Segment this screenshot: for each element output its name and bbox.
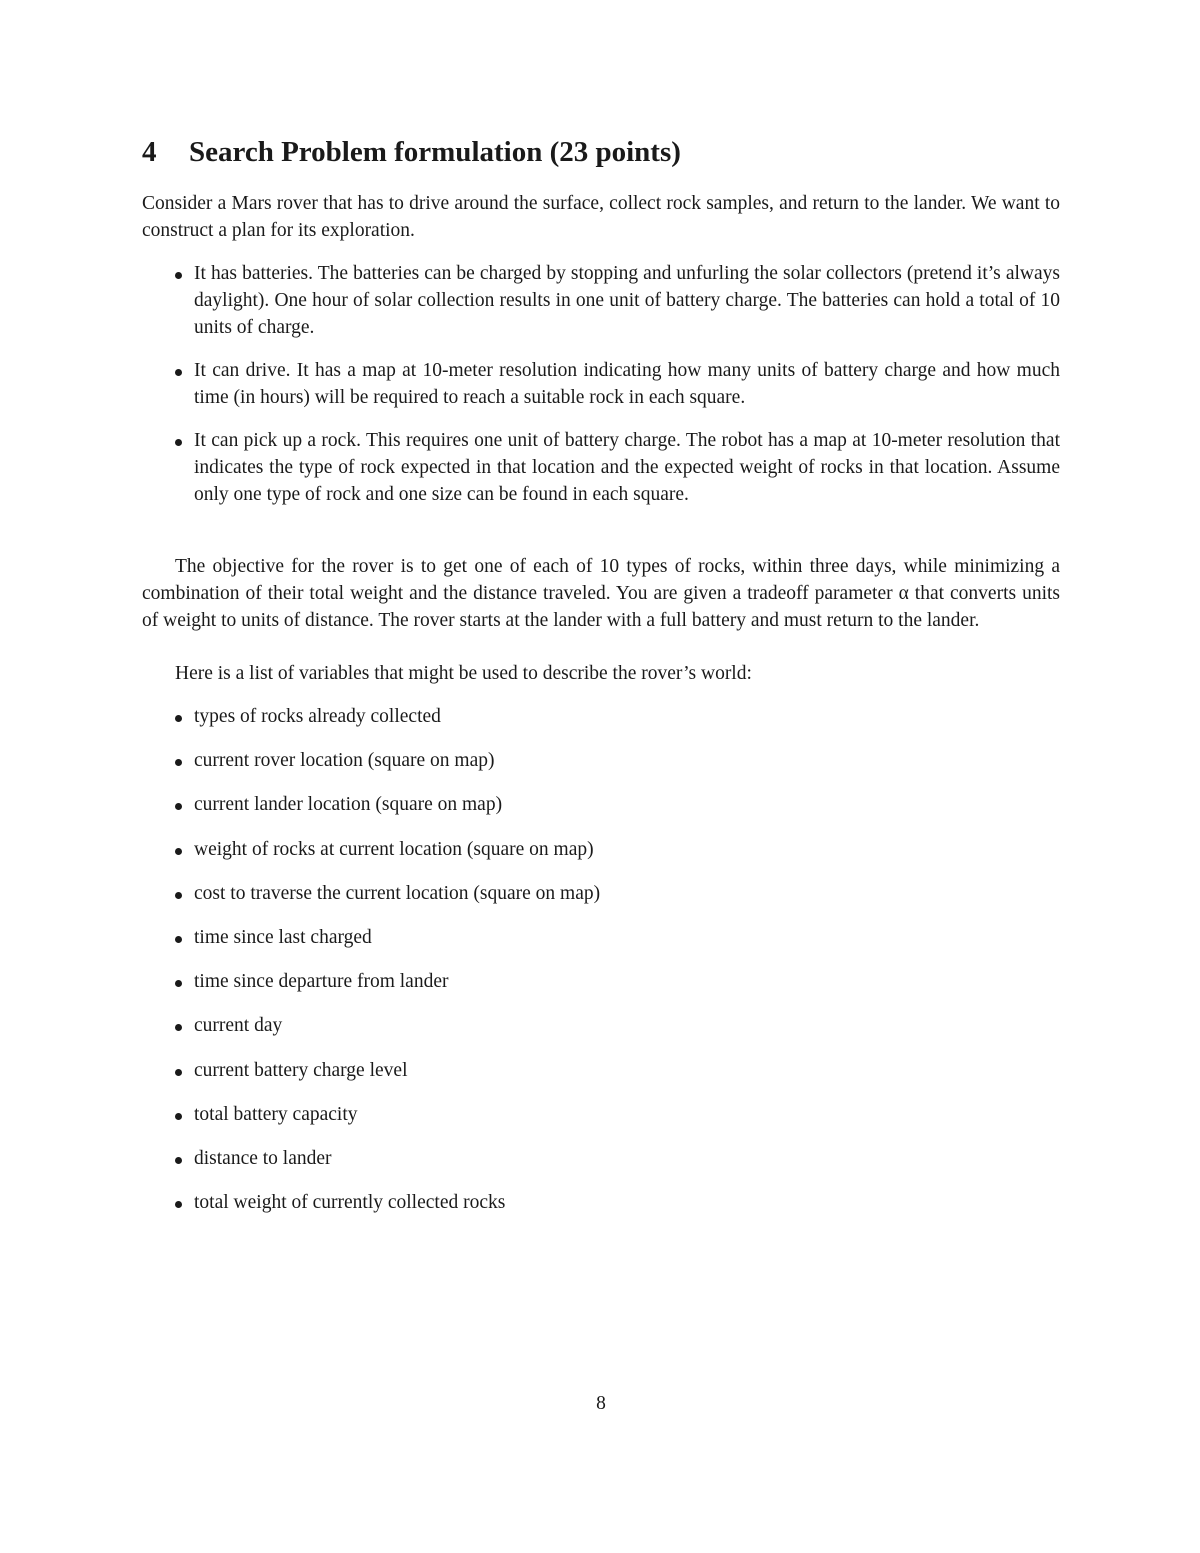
list-item xyxy=(142,1145,1060,1172)
bullet-icon xyxy=(175,1024,182,1031)
list-item xyxy=(142,1057,1060,1084)
section-heading xyxy=(142,136,681,169)
bullet-icon xyxy=(175,803,182,810)
bullet-icon xyxy=(175,759,182,766)
bullet-icon xyxy=(175,1113,182,1120)
list-item-text: cost to traverse the current location (square on map) xyxy=(194,882,601,904)
list-item xyxy=(142,703,1060,730)
list-item xyxy=(142,260,1060,341)
list-item xyxy=(142,968,1060,995)
list-item-text: time since departure from lander xyxy=(194,971,449,993)
list-item xyxy=(142,924,1060,951)
list-item xyxy=(142,1101,1060,1128)
list-item-text: total battery capacity xyxy=(194,1103,358,1125)
list-item xyxy=(142,357,1060,411)
list-item-text: It has batteries. The batteries can be charged by stopping and unfurling the solar collectors (pretend it’s always daylight). One hour of solar collection results in one unit of battery charge. The batteries can hold a total of 10 units of charge. xyxy=(194,263,1060,338)
bullet-icon xyxy=(175,715,182,722)
page-number: 8 xyxy=(596,1393,606,1414)
variables-intro: Here is a list of variables that might be used to describe the rover’s world: xyxy=(175,663,752,684)
objective-paragraph: The objective for the rover is to get one of each of 10 types of rocks, within three days, while minimizing a combination of their total weight and the distance traveled. You are given a tradeoff parameter α that converts units of weight to units of distance. The rover starts at the lander with a full battery and must return to the lander. xyxy=(142,556,1060,631)
list-item-text: weight of rocks at current location (square on map) xyxy=(194,838,594,860)
bullet-icon xyxy=(175,848,182,855)
bullet-icon xyxy=(175,980,182,987)
capabilities-list xyxy=(142,260,1060,524)
variables-list xyxy=(142,703,1060,1233)
list-item xyxy=(142,836,1060,863)
list-item xyxy=(142,747,1060,774)
list-item xyxy=(142,427,1060,508)
bullet-icon xyxy=(175,1069,182,1076)
list-item-text: total weight of currently collected rocks xyxy=(194,1192,506,1214)
list-item-text: current lander location (square on map) xyxy=(194,794,503,816)
list-item xyxy=(142,1012,1060,1039)
bullet-icon xyxy=(175,1157,182,1164)
list-item-text: It can drive. It has a map at 10-meter resolution indicating how many units of battery charge and how much time (in hours) will be required to reach a suitable rock in each square. xyxy=(194,360,1060,408)
bullet-icon xyxy=(175,439,182,446)
list-item-text: It can pick up a rock. This requires one unit of battery charge. The robot has a map at 10-meter resolution that indicates the type of rock expected in that location and the expected weight of rocks in that location. Assume only one type of rock and one size can be found in each square. xyxy=(194,430,1060,505)
list-item-text: current rover location (square on map) xyxy=(194,750,495,772)
intro-paragraph: Consider a Mars rover that has to drive around the surface, collect rock samples, and return to the lander. We want to construct a plan for its exploration. xyxy=(142,193,1060,241)
bullet-icon xyxy=(175,272,182,279)
list-item-text: time since last charged xyxy=(194,926,372,948)
list-item-text: types of rocks already collected xyxy=(194,706,441,727)
list-item-text: current day xyxy=(194,1015,283,1037)
list-item xyxy=(142,791,1060,818)
bullet-icon xyxy=(175,892,182,899)
bullet-icon xyxy=(175,369,182,376)
section-number: 4 xyxy=(142,136,157,168)
section-title: Search Problem formulation (23 points) xyxy=(189,136,681,168)
bullet-icon xyxy=(175,936,182,943)
list-item-text: current battery charge level xyxy=(194,1059,408,1081)
list-item-text: distance to lander xyxy=(194,1147,332,1169)
bullet-icon xyxy=(175,1201,182,1208)
list-item xyxy=(142,880,1060,907)
list-item xyxy=(142,1189,1060,1216)
